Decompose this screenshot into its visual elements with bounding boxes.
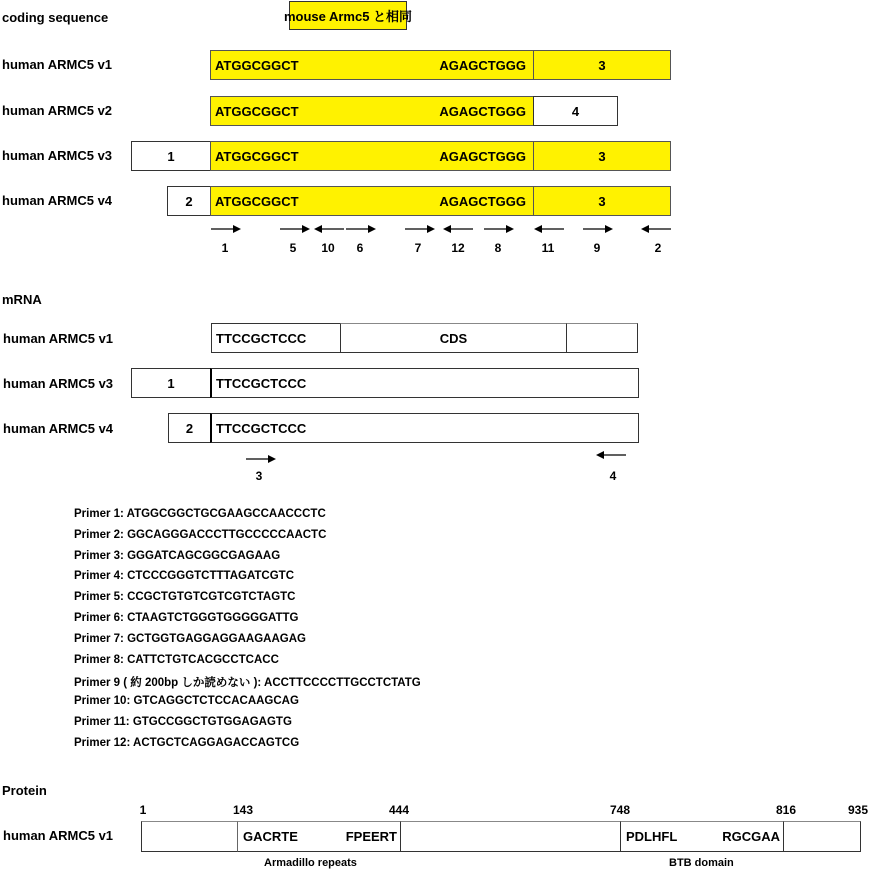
separator: : [120,632,128,645]
protein-segment-nterm [141,821,238,852]
position-label: 748 [609,803,631,817]
position-label: 143 [232,803,254,817]
primer-list-item [74,550,280,562]
mrna-v1-cds [340,323,567,353]
mrna-v3-prefix-exon [131,368,211,398]
cds-v2-homologous-region [210,96,534,126]
primer-arrow-label: 6 [356,241,364,255]
primer-name: Primer 4 [74,570,121,583]
reverse-primer-arrow-icon [596,450,626,460]
primer-sequence: CTAAGTCTGGGTGGGGGATTG [127,612,299,624]
primer-sequence: CCGCTGTGTCGTCGTCTAGTC [127,591,296,604]
reverse-primer-arrow-icon [534,224,564,234]
primer-list-item [74,633,306,645]
primer-arrow-label: 9 [593,241,601,255]
primer-name: Primer 11 [74,716,126,728]
mrna-row-label-v1: human ARMC5 v1 [3,331,114,346]
primer-arrow-label: 3 [255,469,263,483]
cds-v1-suffix-exon [533,50,671,80]
separator: : [120,570,128,583]
reverse-primer-arrow-icon [443,224,473,234]
primer-arrow-label: 1 [221,241,229,255]
reverse-primer-arrow-icon [314,224,344,234]
separator: : [120,612,128,624]
primer-name: Primer 2 [74,528,121,541]
mrna-title: mRNA [2,292,42,307]
primer-list-item [74,570,294,582]
primer-list-item [74,654,279,666]
mrna-v1-5utr [211,323,341,353]
exon-label: 4 [571,103,580,119]
protein-title: Protein [2,783,47,798]
domain-start-motif: PDLHFL [626,829,678,844]
separator: : [120,549,128,562]
primer-note: ( 約 200bp しか読めない ) [120,677,258,690]
position-label: 816 [775,803,797,817]
cds-end-seq: AGAGCTGGG [439,103,526,119]
cds-start-seq: ATGGCGGCT [215,103,299,119]
primer-arrow-label: 12 [451,241,465,255]
primer-list-item [74,508,326,520]
cds-v3-homologous-region [210,141,534,171]
exon-label: 3 [598,148,606,164]
position-label: 1 [139,803,147,817]
primer-sequence: ACTGCTCAGGAGACCAGTCG [133,736,300,749]
domain-name-btb: BTB domain [669,857,734,869]
cds-v3-prefix-exon [131,141,211,171]
primer-sequence: GTGCCGGCTGTGGAGAGTG [132,716,292,728]
cds-row-label-v1: human ARMC5 v1 [2,57,113,72]
separator: : [120,653,128,666]
primer-name: Primer 3 [74,549,121,562]
domain-name-armadillo: Armadillo repeats [264,857,357,869]
cds-row-label-v2: human ARMC5 v2 [2,103,113,118]
forward-primer-arrow-icon [583,224,613,234]
primer-name: Primer 12 [74,736,127,749]
primer-arrow-label: 7 [414,241,422,255]
position-label: 444 [388,803,410,817]
mrna-row-label-v4: human ARMC5 v4 [3,421,114,436]
primer-name: Primer 7 [74,632,121,645]
mrna-v1-3utr [566,323,638,353]
primer-sequence: GCTGGTGAGGAGGAAGAAGAG [127,632,306,645]
coding-sequence-title: coding sequence [2,10,109,25]
reverse-primer-arrow-icon [641,224,671,234]
forward-primer-arrow-icon [484,224,514,234]
primer-arrow-label: 5 [289,241,297,255]
cds-start-seq: ATGGCGGCT [215,193,299,209]
forward-primer-arrow-icon [405,224,435,234]
protein-segment-linker [400,821,621,852]
separator: : [125,716,133,728]
cds-v1-homologous-region [210,50,534,80]
utr-seq: TTCCGCTCCC [216,420,307,436]
primer-list-item [74,529,326,541]
exon-label: 3 [598,57,606,73]
primer-arrow-label: 8 [494,241,502,255]
primer-name: Primer 1 [74,508,121,520]
separator: : [120,508,127,520]
primer-list-item [74,716,292,728]
primer-name: Primer 9 [74,677,121,690]
separator: : [257,677,265,690]
domain-end-motif: RGCGAA [722,829,780,844]
primer-sequence: CATTCTGTCACGCCTCACC [127,653,279,666]
exon-label: 2 [185,420,194,436]
domain-start-motif: GACRTE [243,829,298,844]
forward-primer-arrow-icon [346,224,376,234]
separator: : [126,736,134,749]
primer-name: Primer 8 [74,653,121,666]
primer-arrow-label: 2 [654,241,662,255]
mrna-row-label-v3: human ARMC5 v3 [3,376,114,391]
primer-arrow-label: 11 [541,241,555,255]
primer-list-item [74,612,298,624]
primer-sequence: CTCCCGGGTCTTTAGATCGTC [127,570,294,583]
primer-sequence: ATGGCGGCTGCGAAGCCAACCCTC [126,508,326,520]
position-label: 935 [847,803,869,817]
forward-primer-arrow-icon [211,224,241,234]
forward-primer-arrow-icon [280,224,310,234]
primer-name: Primer 10 [74,695,127,708]
primer-sequence: GGGATCAGCGGCGAGAAG [127,549,281,562]
protein-row-label: human ARMC5 v1 [3,828,114,843]
primer-arrow-label: 4 [609,469,617,483]
primer-sequence: ACCTTCCCCTTGCCTCTATG [264,677,421,690]
domain-end-motif: FPEERT [345,829,397,844]
exon-label: 3 [598,193,606,209]
cds-v4-prefix-exon [167,186,211,216]
protein-segment-cterm [783,821,861,852]
cds-v3-suffix-exon [533,141,671,171]
separator: : [120,528,128,541]
cds-v4-suffix-exon [533,186,671,216]
forward-primer-arrow-icon [246,454,276,464]
exon-label: 1 [167,148,175,164]
cds-v2-suffix-exon [533,96,618,126]
cds-row-label-v4: human ARMC5 v4 [2,193,113,208]
primer-list-item [74,674,421,690]
separator: : [126,695,134,708]
homology-legend-label: mouse Armc5 と相同 [283,9,413,24]
exon-label: 1 [167,375,175,391]
mrna-v4-body [210,413,639,443]
cds-v4-homologous-region [210,186,534,216]
primer-list-item [74,695,299,707]
protein-domain-btb [620,821,784,852]
utr-seq: TTCCGCTCCC [216,330,307,346]
cds-row-label-v3: human ARMC5 v3 [2,148,113,163]
cds-end-seq: AGAGCTGGG [439,57,526,73]
primer-list-item [74,591,296,603]
cds-end-seq: AGAGCTGGG [439,148,526,164]
exon-label: 2 [185,193,193,209]
separator: : [120,591,128,604]
mrna-v3-body [210,368,639,398]
primer-arrow-label: 10 [321,241,335,255]
primer-name: Primer 6 [74,612,121,624]
cds-start-seq: ATGGCGGCT [215,148,299,164]
protein-domain-armadillo [237,821,401,852]
cds-label: CDS [439,330,468,346]
primer-list-item [74,737,299,749]
primer-name: Primer 5 [74,591,121,604]
mrna-v4-prefix-exon [168,413,211,443]
homology-legend [283,1,413,30]
primer-sequence: GTCAGGCTCTCCACAAGCAG [133,695,299,708]
utr-seq: TTCCGCTCCC [216,375,307,391]
primer-sequence: GGCAGGGACCCTTGCCCCCAACTC [127,528,327,541]
cds-end-seq: AGAGCTGGG [439,193,526,209]
cds-start-seq: ATGGCGGCT [215,57,299,73]
